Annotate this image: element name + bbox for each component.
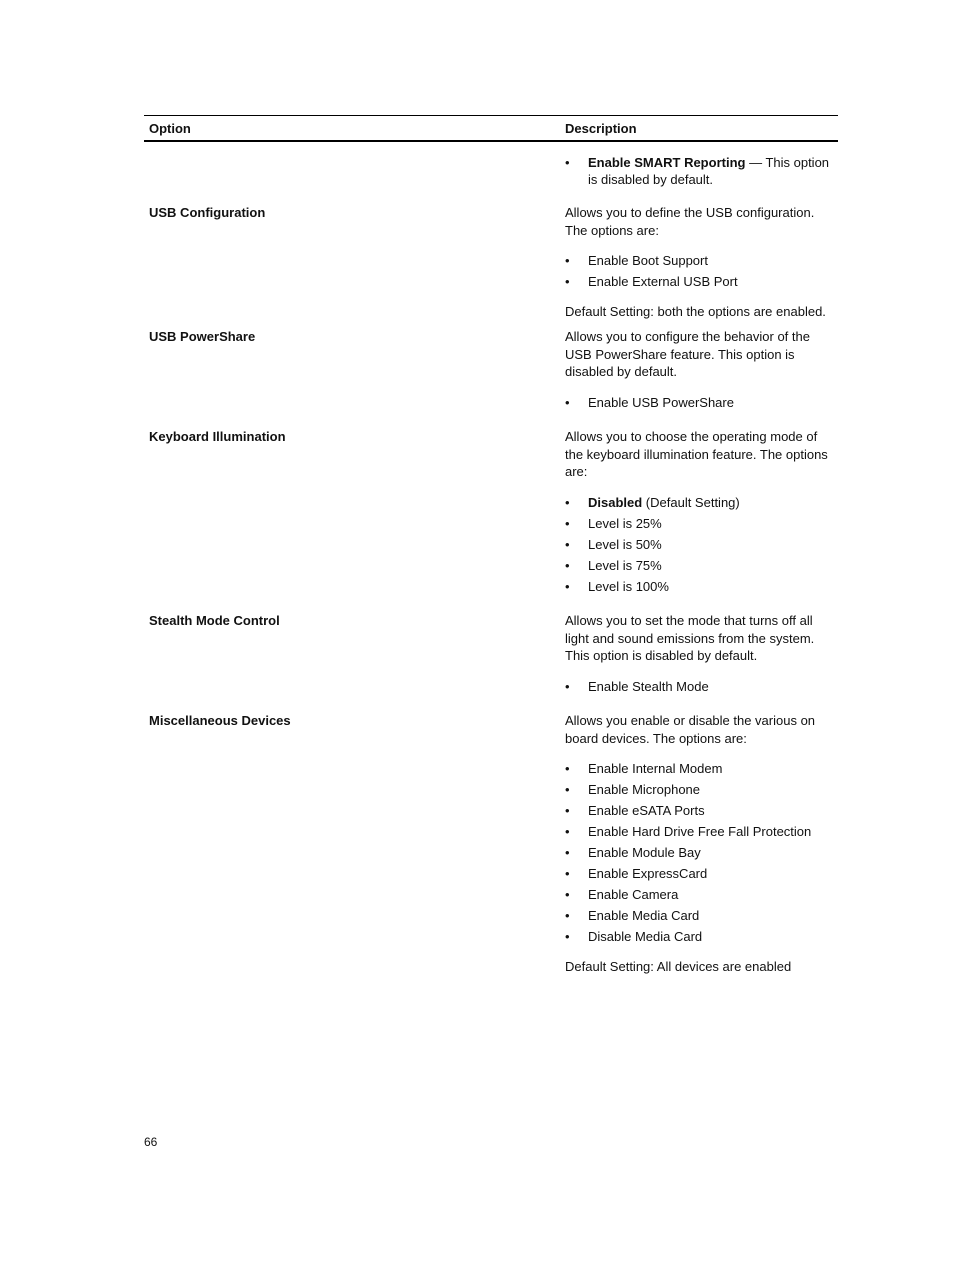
default-setting-text: Default Setting: All devices are enabled	[565, 959, 792, 974]
list-item: • Enable Microphone	[565, 781, 837, 798]
description	[565, 204, 837, 321]
description-text: Allows you enable or disable the various on board devices. The options are:	[565, 713, 816, 746]
list-item: • Level is 25%	[565, 515, 837, 532]
list-item: • Disabled (Default Setting)	[565, 494, 837, 511]
list-item: • Enable eSATA Ports	[565, 802, 837, 819]
description	[565, 712, 837, 976]
description	[565, 154, 837, 188]
page-number: 66	[144, 1135, 158, 1149]
list-item: • Enable External USB Port	[565, 273, 837, 290]
option-name: Stealth Mode Control	[149, 613, 280, 628]
header-option: Option	[149, 121, 191, 136]
list-item: • Enable USB PowerShare	[565, 394, 837, 411]
settings-table	[144, 115, 838, 974]
description	[565, 612, 837, 695]
list-item: • Enable SMART Reporting — This option is disabled by default.	[565, 154, 837, 188]
option-name: USB PowerShare	[149, 329, 256, 344]
description-text: Allows you to choose the operating mode of the keyboard illumination feature. The options are:	[565, 429, 828, 479]
description	[565, 328, 837, 411]
list-item: • Enable Hard Drive Free Fall Protection	[565, 823, 837, 840]
option-name: USB Configuration	[149, 205, 266, 220]
description-text: Allows you to define the USB configuration. The options are:	[565, 205, 815, 238]
list-item: • Enable Boot Support	[565, 252, 837, 269]
list-item: • Enable Stealth Mode	[565, 678, 837, 695]
list-item: • Enable Module Bay	[565, 844, 837, 861]
list-item: • Level is 50%	[565, 536, 837, 553]
list-item: • Level is 100%	[565, 578, 837, 595]
description	[565, 428, 837, 595]
list-item: • Disable Media Card	[565, 928, 837, 945]
list-item: • Enable ExpressCard	[565, 865, 837, 882]
option-name: Miscellaneous Devices	[149, 713, 291, 728]
default-setting-text: Default Setting: both the options are enabled.	[565, 304, 826, 319]
header-description: Description	[565, 121, 637, 136]
table-header	[144, 115, 838, 142]
list-item: • Enable Media Card	[565, 907, 837, 924]
option-name: Keyboard Illumination	[149, 429, 286, 444]
description-text: Allows you to set the mode that turns off all light and sound emissions from the system. This option is disabled by default.	[565, 613, 815, 663]
list-item: • Level is 75%	[565, 557, 837, 574]
list-item: • Enable Camera	[565, 886, 837, 903]
list-item: • Enable Internal Modem	[565, 760, 837, 777]
description-text: Allows you to configure the behavior of the USB PowerShare feature. This option is disabled by default.	[565, 329, 810, 379]
